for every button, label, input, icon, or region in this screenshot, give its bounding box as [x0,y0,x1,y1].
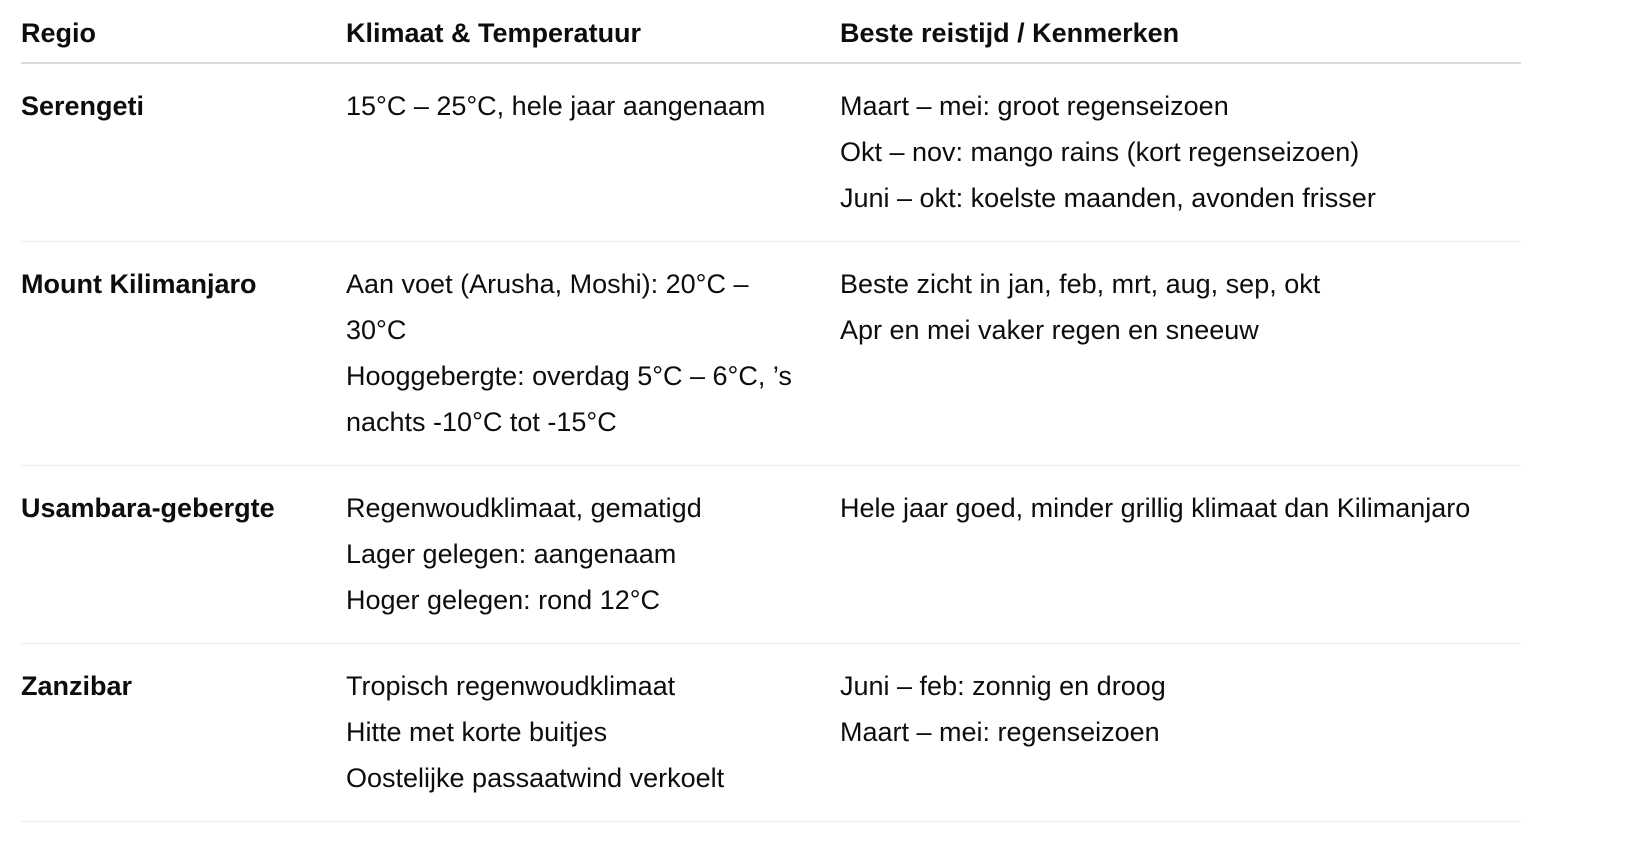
feature-line: Hele jaar goed, minder grillig klimaat dan Kilimanjaro [840,493,1471,523]
header-region: Regio [21,18,97,48]
header-features: Beste reistijd / Kenmerken [840,18,1180,48]
features-cell [840,83,1521,221]
climate-line: Hoger gelegen: rond 12°C [346,585,661,615]
table-row [21,64,1521,242]
climate-cell [346,663,840,801]
climate-line: 15°C – 25°C, hele jaar aangenaam [346,91,766,121]
climate-line: Hooggebergte: overdag 5°C – 6°C, ’s nachts -10°C tot -15°C [346,361,792,437]
climate-line: Hitte met korte buitjes [346,717,608,747]
feature-line: Juni – okt: koelste maanden, avonden frisser [840,183,1376,213]
features-cell [840,663,1521,755]
climate-line: Oostelijke passaatwind verkoelt [346,763,725,793]
feature-line: Juni – feb: zonnig en droog [840,671,1166,701]
region-name: Usambara-gebergte [21,493,275,523]
climate-line: Regenwoudklimaat, gematigd [346,493,702,523]
feature-line: Okt – nov: mango rains (kort regenseizoen) [840,137,1360,167]
climate-cell [346,485,840,623]
header-climate: Klimaat & Temperatuur [346,18,642,48]
climate-line: Tropisch regenwoudklimaat [346,671,676,701]
climate-line: Lager gelegen: aangenaam [346,539,677,569]
table-row [21,644,1521,822]
table-row [21,242,1521,466]
feature-line: Maart – mei: regenseizoen [840,717,1160,747]
region-name: Zanzibar [21,671,133,701]
feature-line: Apr en mei vaker regen en sneeuw [840,315,1259,345]
features-cell [840,261,1521,353]
region-name: Serengeti [21,91,145,121]
table-row [21,466,1521,644]
climate-table [21,0,1521,822]
table-header-row [21,0,1521,64]
region-name: Mount Kilimanjaro [21,269,257,299]
climate-cell [346,83,840,129]
climate-cell [346,261,840,445]
feature-line: Beste zicht in jan, feb, mrt, aug, sep, okt [840,269,1321,299]
features-cell [840,485,1521,531]
climate-line: Aan voet (Arusha, Moshi): 20°C – 30°C [346,269,749,345]
feature-line: Maart – mei: groot regenseizoen [840,91,1229,121]
